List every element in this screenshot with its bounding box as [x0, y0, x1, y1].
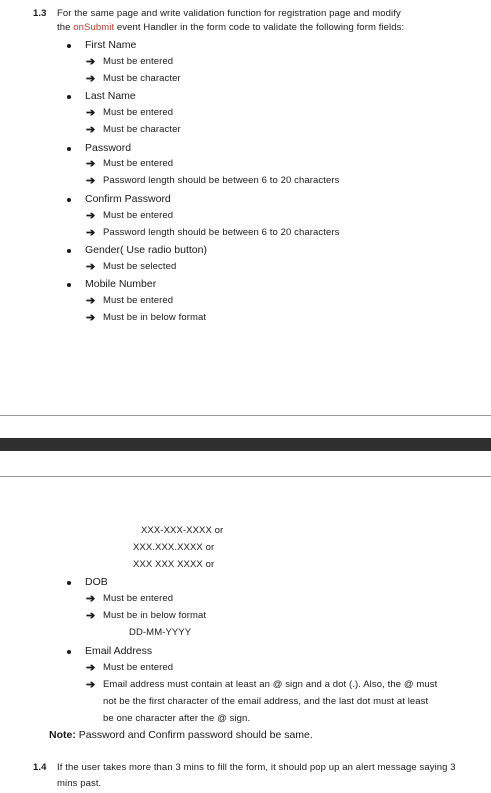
rule-text: Must be entered	[103, 158, 174, 169]
intro-text-pre: the	[57, 22, 74, 33]
dob-format: DD-MM-YYYY	[129, 627, 192, 638]
arrow-right-icon: ➔	[86, 312, 96, 324]
arrow-right-icon: ➔	[86, 261, 96, 273]
bullet-icon	[67, 650, 71, 654]
rule-text: Must be selected	[103, 261, 177, 272]
field-password: Password	[85, 142, 132, 154]
intro-text-post: event Handler in the form code to validate the following form fields:	[114, 22, 405, 33]
page-break-band	[0, 438, 491, 451]
arrow-right-icon: ➔	[86, 227, 96, 239]
rule-text: Must be character	[103, 124, 181, 135]
section-number-1-4: 1.4	[33, 762, 47, 773]
email-rule-line: not be the first character of the email address, and the last dot must at least	[103, 696, 429, 707]
arrow-right-icon: ➔	[86, 610, 96, 622]
rule-text: Must be in below format	[103, 312, 207, 323]
section-1-3-intro-line1: For the same page and write validation function for registration page and modify	[57, 8, 401, 19]
bullet-icon	[67, 44, 71, 48]
email-rule-line: be one character after the @ sign.	[103, 713, 251, 724]
arrow-right-icon: ➔	[86, 295, 96, 307]
arrow-right-icon: ➔	[86, 175, 96, 187]
rule-text: Password length should be between 6 to 20 characters	[103, 175, 340, 186]
section-number-1-3: 1.3	[33, 8, 47, 19]
bullet-icon	[67, 581, 71, 585]
mobile-format: XXX XXX XXXX or	[133, 559, 215, 570]
arrow-right-icon: ➔	[86, 73, 96, 85]
field-confirm-password: Confirm Password	[85, 193, 171, 205]
note-text: Password and Confirm password should be same.	[75, 729, 313, 741]
note-label: Note:	[49, 729, 76, 741]
page-top-rule	[0, 476, 491, 477]
arrow-right-icon: ➔	[86, 56, 96, 68]
section-1-4-line1: If the user takes more than 3 mins to fill the form, it should pop up an alert message saying 3	[57, 762, 456, 773]
arrow-right-icon: ➔	[86, 158, 96, 170]
arrow-right-icon: ➔	[86, 679, 96, 691]
field-gender: Gender( Use radio button)	[85, 244, 207, 256]
note-line	[49, 729, 313, 741]
rule-text: Must be entered	[103, 593, 174, 604]
field-mobile-number: Mobile Number	[85, 278, 157, 290]
field-last-name: Last Name	[85, 90, 136, 102]
rule-text: Must be entered	[103, 295, 174, 306]
field-email-address: Email Address	[85, 645, 153, 657]
arrow-right-icon: ➔	[86, 107, 96, 119]
email-rule-line: Email address must contain at least an @ sign and a dot (.). Also, the @ must	[103, 679, 438, 690]
rule-text: Must be entered	[103, 662, 174, 673]
rule-text: Must be in below format	[103, 610, 207, 621]
arrow-right-icon: ➔	[86, 593, 96, 605]
section-1-4-line2: mins past.	[57, 778, 102, 789]
rule-text: Password length should be between 6 to 20 characters	[103, 227, 340, 238]
mobile-format: XXX.XXX.XXXX or	[133, 542, 215, 553]
arrow-right-icon: ➔	[86, 662, 96, 674]
bullet-icon	[67, 283, 71, 287]
rule-text: Must be entered	[103, 210, 174, 221]
rule-text: Must be character	[103, 73, 181, 84]
bullet-icon	[67, 147, 71, 151]
page-bottom-rule	[0, 415, 491, 416]
rule-text: Must be entered	[103, 107, 174, 118]
onsubmit-keyword: onSubmit	[73, 22, 115, 33]
field-first-name: First Name	[85, 39, 137, 51]
mobile-format: XXX-XXX-XXXX or	[141, 525, 224, 536]
arrow-right-icon: ➔	[86, 124, 96, 136]
bullet-icon	[67, 198, 71, 202]
section-1-3-intro-line2	[57, 22, 404, 33]
field-dob: DOB	[85, 576, 108, 588]
arrow-right-icon: ➔	[86, 210, 96, 222]
bullet-icon	[67, 95, 71, 99]
bullet-icon	[67, 249, 71, 253]
rule-text: Must be entered	[103, 56, 174, 67]
